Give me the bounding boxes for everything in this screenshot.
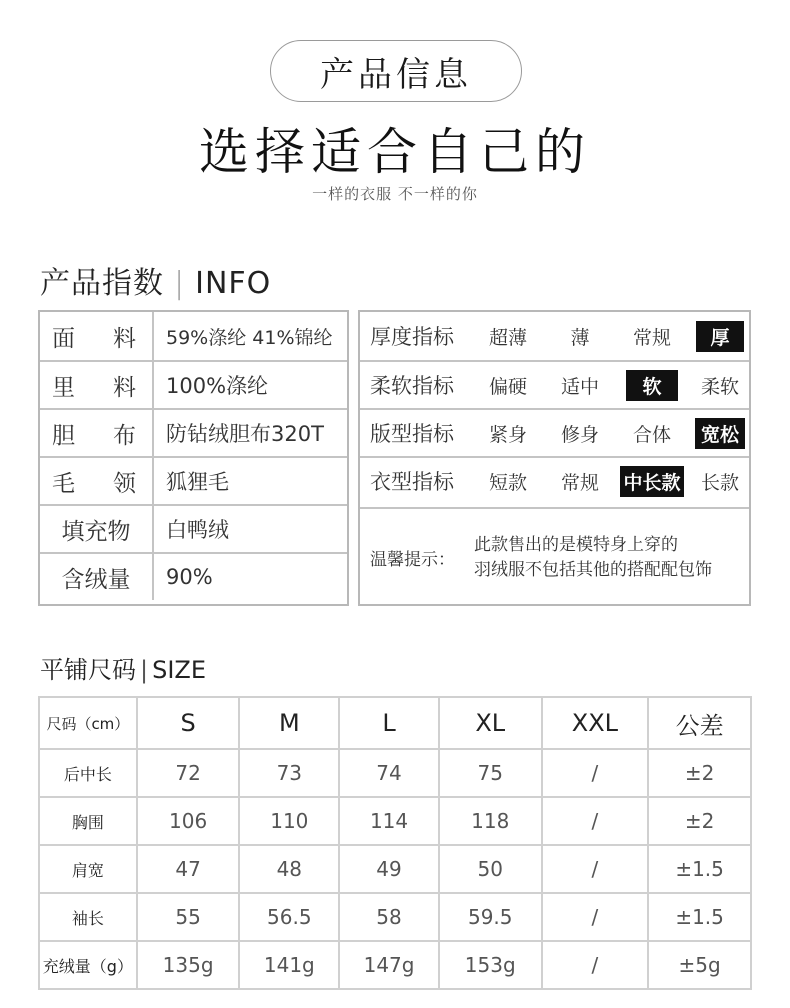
- info-title-cn: 产品指数: [40, 266, 164, 301]
- index-title: 版型指标: [370, 422, 454, 446]
- table-cell: 59.5: [439, 893, 542, 941]
- table-row: [39, 749, 751, 797]
- material-value: 狐狸毛: [166, 470, 229, 494]
- size-header-cell: S: [137, 697, 240, 749]
- material-row: [40, 456, 347, 504]
- table-cell: /: [542, 893, 649, 941]
- material-label: 填充物: [40, 506, 154, 552]
- table-row: [39, 893, 751, 941]
- table-cell: /: [542, 845, 649, 893]
- index-option-selected: 中长款: [616, 458, 688, 504]
- index-option-selected: 软: [616, 362, 688, 408]
- table-cell: 114: [339, 797, 439, 845]
- size-section-title: [40, 650, 206, 685]
- material-row: [40, 552, 347, 600]
- index-option: 长款: [700, 471, 739, 494]
- size-table: [38, 696, 752, 990]
- index-row-thickness: [360, 312, 749, 360]
- index-option: 柔软: [700, 375, 739, 398]
- size-header-cell: XL: [439, 697, 542, 749]
- table-cell: 47: [137, 845, 240, 893]
- table-cell: ±2: [648, 749, 751, 797]
- table-cell: /: [542, 749, 649, 797]
- title-divider: |: [140, 656, 149, 684]
- table-cell: 118: [439, 797, 542, 845]
- size-header-cell: 尺码（cm）: [39, 697, 137, 749]
- material-label: 胆 布: [40, 410, 154, 456]
- table-cell: 55: [137, 893, 240, 941]
- row-label: 肩宽: [39, 845, 137, 893]
- index-option: 短款: [488, 471, 527, 494]
- table-row: [39, 797, 751, 845]
- index-option: 偏硬: [488, 375, 527, 398]
- size-title-cn: 平铺尺码: [40, 656, 136, 684]
- index-title: 衣型指标: [370, 470, 454, 494]
- index-table: [358, 310, 751, 606]
- size-header-row: [39, 697, 751, 749]
- material-value: 100%涤纶: [166, 374, 269, 398]
- table-cell: ±5g: [648, 941, 751, 989]
- table-cell: 75: [439, 749, 542, 797]
- table-cell: 147g: [339, 941, 439, 989]
- index-row-fit: [360, 408, 749, 456]
- index-option: 常规: [632, 326, 671, 349]
- headline: 选择适合自己的: [199, 123, 591, 181]
- size-header-cell: 公差: [648, 697, 751, 749]
- tip-text: [474, 533, 712, 583]
- table-cell: 56.5: [239, 893, 339, 941]
- index-title: 厚度指标: [370, 325, 454, 349]
- table-cell: /: [542, 941, 649, 989]
- pill-text: 产品信息: [320, 54, 472, 95]
- index-option: 合体: [632, 423, 671, 446]
- subline: 一样的衣服 不一样的你: [312, 185, 478, 203]
- tip-line: 羽绒服不包括其他的搭配配包饰: [474, 560, 712, 580]
- index-row-softness: [360, 360, 749, 408]
- row-label: 后中长: [39, 749, 137, 797]
- material-row: [40, 504, 347, 552]
- index-option-selected: 宽松: [688, 410, 752, 456]
- warm-tip: [360, 507, 749, 604]
- material-label: 毛 领: [40, 458, 154, 504]
- index-option: 紧身: [488, 423, 527, 446]
- table-cell: 49: [339, 845, 439, 893]
- index-option: 常规: [560, 471, 599, 494]
- size-header-cell: XXL: [542, 697, 649, 749]
- table-cell: 153g: [439, 941, 542, 989]
- table-cell: 106: [137, 797, 240, 845]
- index-option: 适中: [560, 375, 599, 398]
- section-pill-product-info: [270, 40, 522, 102]
- table-cell: ±2: [648, 797, 751, 845]
- table-cell: 135g: [137, 941, 240, 989]
- info-section-title: [40, 258, 271, 302]
- table-cell: 50: [439, 845, 542, 893]
- index-option: 修身: [560, 423, 599, 446]
- tip-label: 温馨提示：: [370, 550, 455, 570]
- info-title-en: INFO: [195, 266, 272, 301]
- table-cell: 141g: [239, 941, 339, 989]
- table-row: [39, 941, 751, 989]
- size-header-cell: M: [239, 697, 339, 749]
- size-title-en: SIZE: [152, 656, 207, 684]
- index-option: 薄: [570, 326, 590, 349]
- table-cell: 58: [339, 893, 439, 941]
- material-row: [40, 360, 347, 408]
- material-value: 白鸭绒: [166, 518, 229, 542]
- index-row-length: [360, 456, 749, 504]
- table-cell: 73: [239, 749, 339, 797]
- table-cell: 74: [339, 749, 439, 797]
- table-cell: ±1.5: [648, 845, 751, 893]
- table-row: [39, 845, 751, 893]
- row-label: 胸围: [39, 797, 137, 845]
- table-cell: /: [542, 797, 649, 845]
- table-cell: ±1.5: [648, 893, 751, 941]
- tip-line: 此款售出的是模特身上穿的: [474, 535, 678, 555]
- material-row: [40, 408, 347, 456]
- row-label: 袖长: [39, 893, 137, 941]
- size-header-cell: L: [339, 697, 439, 749]
- material-value: 59%涤纶 41%锦纶: [166, 326, 333, 349]
- index-option-selected: 厚: [688, 312, 752, 360]
- materials-table: [38, 310, 349, 606]
- row-label: 充绒量（g）: [39, 941, 137, 989]
- material-value: 防钻绒胆布320T: [166, 422, 324, 446]
- material-label: 里 料: [40, 362, 154, 408]
- material-row: [40, 312, 347, 360]
- material-label: 含绒量: [40, 554, 154, 600]
- title-divider: |: [174, 266, 186, 301]
- material-label: 面 料: [40, 312, 154, 360]
- table-cell: 110: [239, 797, 339, 845]
- material-value: 90%: [166, 565, 213, 589]
- index-option: 超薄: [488, 326, 527, 349]
- table-cell: 72: [137, 749, 240, 797]
- table-cell: 48: [239, 845, 339, 893]
- index-title: 柔软指标: [370, 374, 454, 398]
